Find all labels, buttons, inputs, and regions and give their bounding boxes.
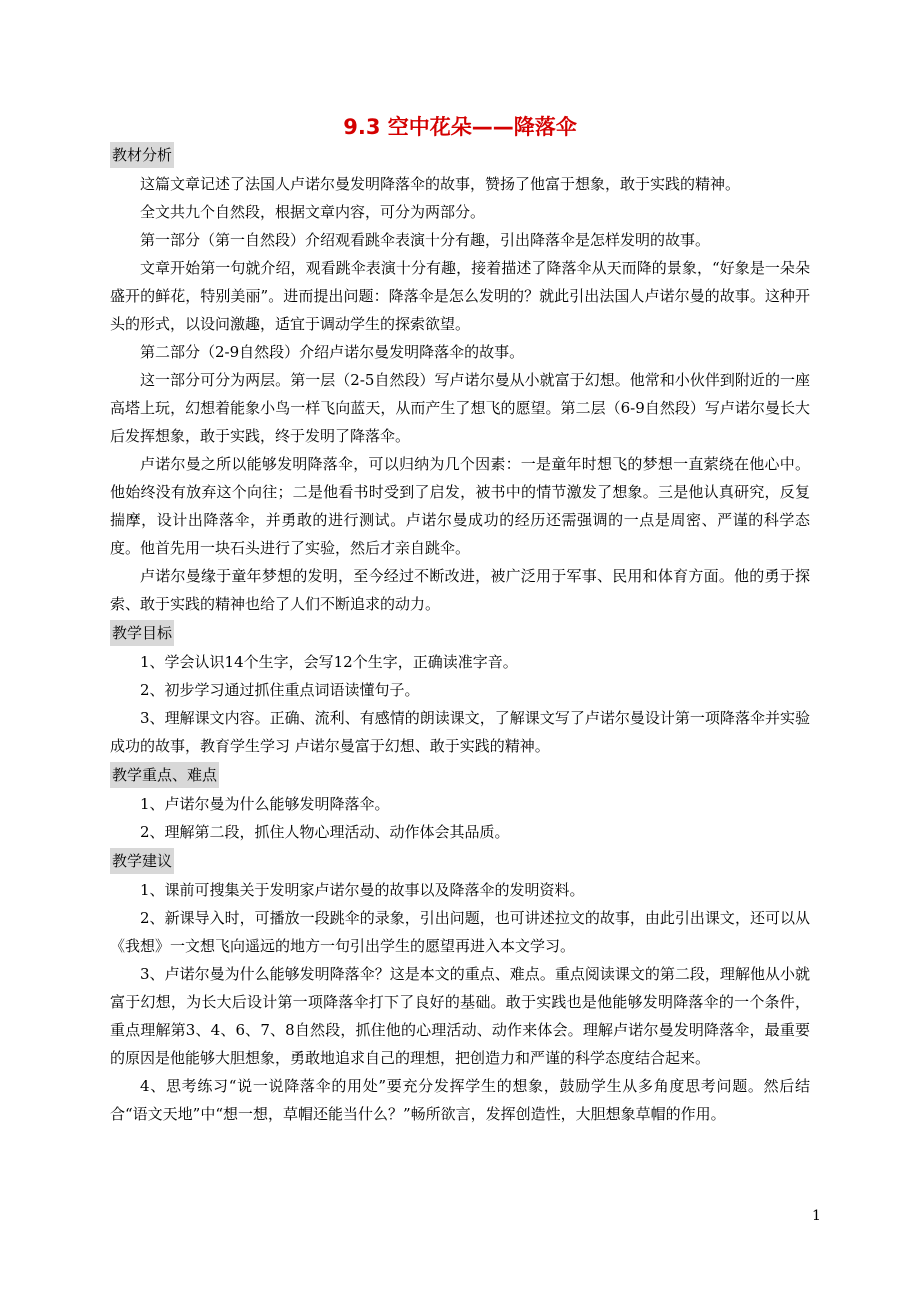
paragraph: 卢诺尔曼之所以能够发明降落伞，可以归纳为几个因素：一是童年时想飞的梦想一直萦绕在他心中。他始终没有放弃这个向往；二是他看书时受到了启发，被书中的情节激发了想象。三是他认真研究，反复揣摩，设计出降落伞，并勇敢的进行测试。卢诺尔曼成功的经历还需强调的一点是周密、严谨的科学态度。他首先用一块石头进行了实验，然后才亲自跳伞。 <box>110 455 810 557</box>
section-heading: 教学建议 <box>110 848 174 874</box>
paragraph: 1、课前可搜集关于发明家卢诺尔曼的故事以及降落伞的发明资料。 <box>140 881 585 899</box>
paragraph: 这一部分可分为两层。第一层（2-5自然段）写卢诺尔曼从小就富于幻想。他常和小伙伴到附近的一座高塔上玩，幻想着能象小鸟一样飞向蓝天，从而产生了想飞的愿望。第二层（6-9自然段）写卢诺尔曼长大后发挥想象，敢于实践，终于发明了降落伞。 <box>110 371 810 445</box>
paragraph: 3、卢诺尔曼为什么能够发明降落伞？这是本文的重点、难点。重点阅读课文的第二段，理解他从小就富于幻想，为长大后设计第一项降落伞打下了良好的基础。敢于实践也是他能够发明降落伞的一个条件，重点理解第3、4、6、7、8自然段，抓住他的心理活动、动作来体会。理解卢诺尔曼发明降落伞，最重要的原因是他能够大胆想象，勇敢地追求自己的理想，把创造力和严谨的科学态度结合起来。 <box>110 965 810 1067</box>
section-key-points <box>110 761 810 846</box>
paragraph: 文章开始第一句就介绍，观看跳伞表演十分有趣，接着描述了降落伞从天而降的景象，“好象是一朵朵盛开的鲜花，特别美丽”。进而提出问题：降落伞是怎么发明的？就此引出法国人卢诺尔曼的故事。这种开头的形式，以设问激趣，适宜于调动学生的探索欲望。 <box>110 259 810 333</box>
section-textbook-analysis <box>110 141 810 618</box>
page-number: 1 <box>812 1208 821 1224</box>
paragraph: 第二部分（2-9自然段）介绍卢诺尔曼发明降落伞的故事。 <box>140 343 525 361</box>
document-title: 9.3 空中花朵——降落伞 <box>343 115 577 139</box>
paragraph: 1、学会认识14个生字，会写12个生字，正确读准字音。 <box>140 653 518 671</box>
document-body <box>110 140 810 1128</box>
paragraph: 这篇文章记述了法国人卢诺尔曼发明降落伞的故事，赞扬了他富于想象，敢于实践的精神。 <box>140 175 741 193</box>
paragraph: 2、初步学习通过抓住重点词语读懂句子。 <box>140 681 420 699</box>
section-heading: 教材分析 <box>110 142 174 168</box>
paragraph: 4、思考练习“说一说降落伞的用处”要充分发挥学生的想象，鼓励学生从多角度思考问题。然后结合“语文天地”中“想一想，草帽还能当什么？”畅所欲言，发挥创造性，大胆想象草帽的作用。 <box>110 1077 810 1123</box>
section-teaching-goals <box>110 619 810 760</box>
section-teaching-suggestions <box>110 847 810 1128</box>
paragraph: 1、卢诺尔曼为什么能够发明降落伞。 <box>140 795 390 813</box>
paragraph: 全文共九个自然段，根据文章内容，可分为两部分。 <box>140 203 486 221</box>
section-heading: 教学目标 <box>110 620 174 646</box>
paragraph: 2、新课导入时，可播放一段跳伞的录象，引出问题，也可讲述拉文的故事，由此引出课文，还可以从《我想》一文想飞向遥远的地方一句引出学生的愿望再进入本文学习。 <box>110 909 810 955</box>
paragraph: 第一部分（第一自然段）介绍观看跳伞表演十分有趣，引出降落伞是怎样发明的故事。 <box>140 231 711 249</box>
paragraph: 3、理解课文内容。正确、流利、有感情的朗读课文，了解课文写了卢诺尔曼设计第一项降落伞并实验成功的故事，教育学生学习 卢诺尔曼富于幻想、敢于实践的精神。 <box>110 709 810 755</box>
paragraph: 2、理解第二段，抓住人物心理活动、动作体会其品质。 <box>140 823 510 841</box>
section-heading: 教学重点、难点 <box>110 762 219 788</box>
paragraph: 卢诺尔曼缘于童年梦想的发明，至今经过不断改进，被广泛用于军事、民用和体育方面。他的勇于探索、敢于实践的精神也给了人们不断追求的动力。 <box>110 567 810 613</box>
